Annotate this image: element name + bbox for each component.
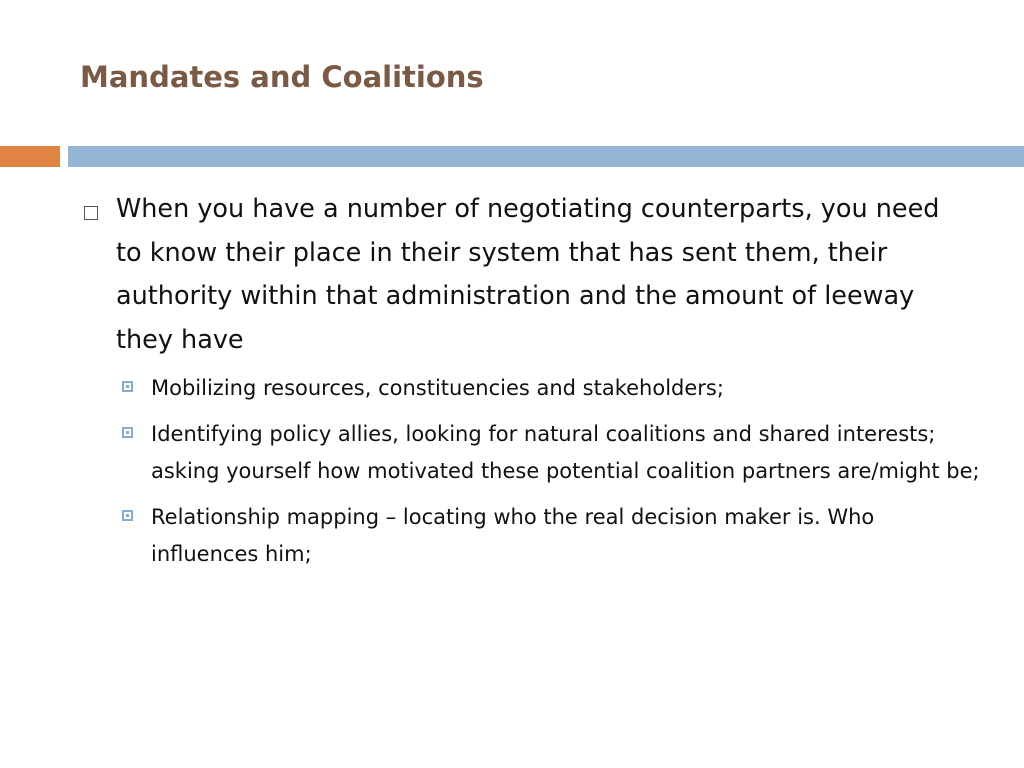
slide-content: [80, 188, 980, 582]
hollow-square-bullet-icon: [84, 206, 98, 220]
sub-bullet-item: [122, 370, 980, 407]
sub-bullet-text: Relationship mapping – locating who the real decision maker is. Who influences him;: [151, 505, 875, 566]
sub-bullet-item: [122, 499, 980, 573]
accent-bar-blue: [68, 146, 1024, 167]
slide-title: Mandates and Coalitions: [80, 60, 484, 94]
boxed-square-bullet-icon: [122, 510, 133, 521]
boxed-square-bullet-icon: [122, 427, 133, 438]
sub-bullet-item: [122, 416, 980, 490]
accent-bar-orange: [0, 146, 60, 167]
bullet-item: [80, 188, 980, 362]
sub-bullet-text: Mobilizing resources, constituencies and stakeholders;: [151, 376, 724, 400]
bullet-text: When you have a number of negotiating counterparts, you need to know their place in their system that has sent them, their authority within that administration and the amount of leeway they have: [116, 194, 940, 355]
sub-bullet-list: [80, 370, 980, 573]
sub-bullet-text: Identifying policy allies, looking for natural coalitions and shared interests; asking yourself how motivated these potential coalition partners are/might be;: [151, 422, 980, 483]
boxed-square-bullet-icon: [122, 381, 133, 392]
